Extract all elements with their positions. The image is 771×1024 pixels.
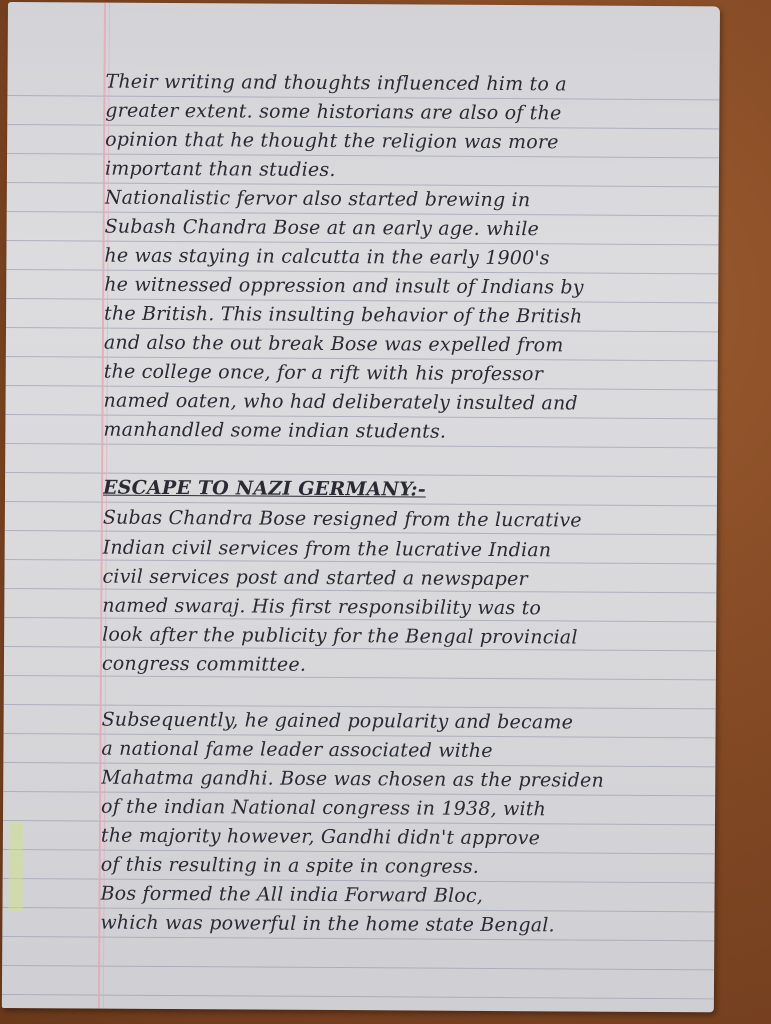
ruled-line xyxy=(2,965,714,970)
text-line: named swaraj. His first responsibility was to xyxy=(102,594,542,620)
ruled-lines xyxy=(8,2,720,6)
ruled-line xyxy=(2,994,714,999)
text-line: Their writing and thoughts influenced him to a xyxy=(105,70,567,96)
text-line: he was staying in calcutta in the early 1900's xyxy=(104,244,550,270)
notebook-page xyxy=(2,2,720,1012)
text-line: civil services post and started a newspaper xyxy=(102,565,528,591)
text-line: Nationalistic fervor also started brewing in xyxy=(104,186,531,212)
text-line: Subas Chandra Bose resigned from the lucrative xyxy=(102,506,582,532)
highlighter-mark xyxy=(8,822,23,912)
text-line: the college once, for a rift with his professor xyxy=(103,360,544,386)
text-line: and also the out break Bose was expelled from xyxy=(103,331,564,357)
text-line: opinion that he thought the religion was more xyxy=(105,128,559,154)
text-line: which was powerful in the home state Bengal. xyxy=(100,911,555,937)
text-line: manhandled some indian students. xyxy=(103,418,447,443)
text-line: Subash Chandra Bose at an early age. while xyxy=(104,215,540,241)
text-line: congress committee. xyxy=(101,652,307,676)
text-line: Bos formed the All india Forward Bloc, xyxy=(100,882,484,907)
text-line: the majority however, Gandhi didn't approve xyxy=(100,824,541,850)
text-line: named oaten, who had deliberately insulted and xyxy=(103,389,578,415)
text-line: of this resulting in a spite in congress. xyxy=(100,853,480,878)
text-line: Subsequently, he gained popularity and became xyxy=(101,708,574,734)
text-line: important than studies. xyxy=(104,157,336,182)
text-line: Indian civil services from the lucrative Indian xyxy=(102,536,552,562)
text-line: greater extent. some historians are also of the xyxy=(105,99,562,125)
text-line: the British. This insulting behavior of the British xyxy=(104,302,583,328)
section-heading: ESCAPE TO NAZI GERMANY:- xyxy=(102,476,426,501)
text-line: look after the publicity for the Bengal provincial xyxy=(102,623,578,649)
text-line: he witnessed oppression and insult of Indians by xyxy=(104,273,584,299)
text-line: of the indian National congress in 1938, with xyxy=(101,795,547,821)
text-line: a national fame leader associated withe xyxy=(101,737,493,762)
text-line: Mahatma gandhi. Bose was chosen as the presiden xyxy=(101,766,605,792)
